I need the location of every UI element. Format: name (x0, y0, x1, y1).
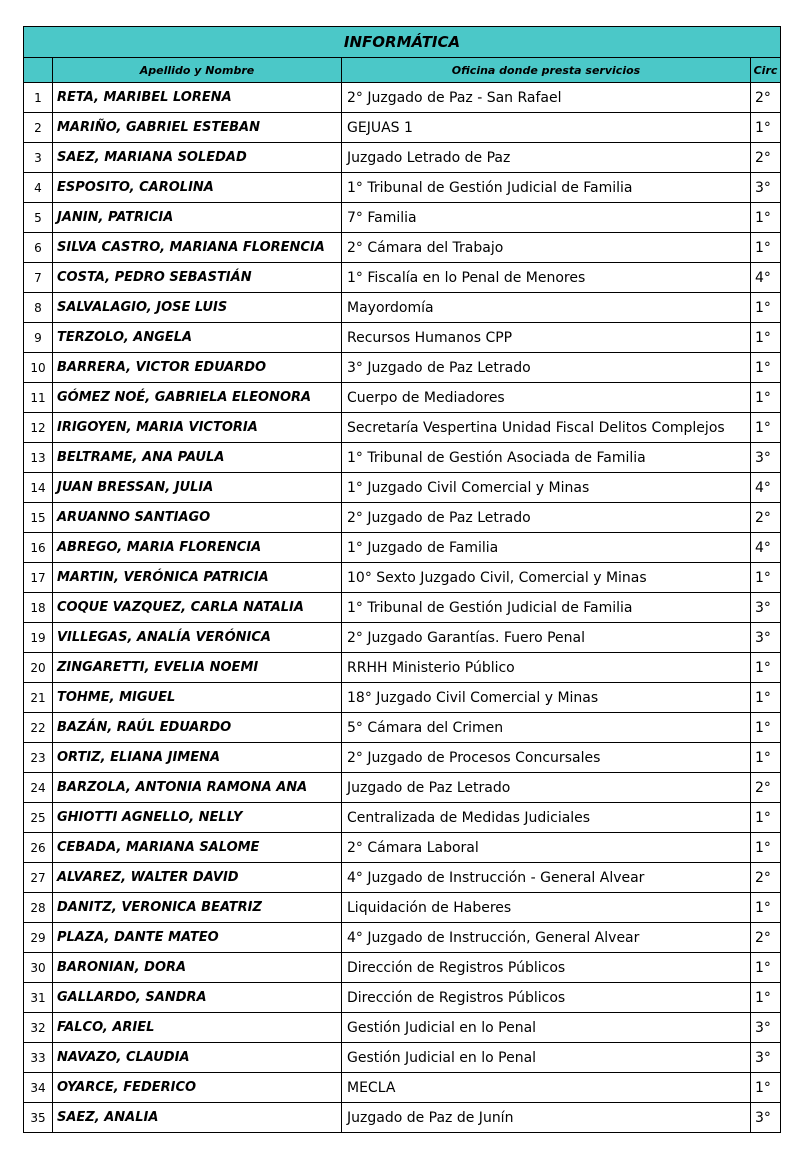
row-name: MARIÑO, GABRIEL ESTEBAN (53, 113, 342, 143)
row-name: SAEZ, MARIANA SOLEDAD (53, 143, 342, 173)
table-body (24, 83, 781, 1133)
table-row (24, 353, 781, 383)
row-name: ALVAREZ, WALTER DAVID (53, 863, 342, 893)
row-circ: 1° (751, 983, 781, 1013)
row-name: JANIN, PATRICIA (53, 203, 342, 233)
row-circ: 4° (751, 473, 781, 503)
row-circ: 1° (751, 803, 781, 833)
row-number: 10 (24, 353, 53, 383)
row-name: GÓMEZ NOÉ, GABRIELA ELEONORA (53, 383, 342, 413)
row-number: 25 (24, 803, 53, 833)
row-office: GEJUAS 1 (342, 113, 751, 143)
row-circ: 1° (751, 353, 781, 383)
row-number: 26 (24, 833, 53, 863)
row-number: 5 (24, 203, 53, 233)
table-row (24, 683, 781, 713)
table-row (24, 653, 781, 683)
row-number: 20 (24, 653, 53, 683)
row-circ: 1° (751, 713, 781, 743)
row-circ: 2° (751, 83, 781, 113)
table-row (24, 113, 781, 143)
row-number: 17 (24, 563, 53, 593)
row-circ: 1° (751, 323, 781, 353)
row-circ: 2° (751, 923, 781, 953)
row-name: SALVALAGIO, JOSE LUIS (53, 293, 342, 323)
table-row (24, 323, 781, 353)
row-number: 24 (24, 773, 53, 803)
table-row (24, 503, 781, 533)
row-number: 28 (24, 893, 53, 923)
row-name: GALLARDO, SANDRA (53, 983, 342, 1013)
table-row (24, 533, 781, 563)
row-circ: 3° (751, 593, 781, 623)
row-circ: 2° (751, 143, 781, 173)
row-number: 31 (24, 983, 53, 1013)
row-circ: 1° (751, 893, 781, 923)
table-row (24, 203, 781, 233)
row-office: Juzgado Letrado de Paz (342, 143, 751, 173)
row-circ: 1° (751, 683, 781, 713)
row-office: 7° Familia (342, 203, 751, 233)
table-row (24, 743, 781, 773)
row-office: 4° Juzgado de Instrucción, General Alvear (342, 923, 751, 953)
row-office: Centralizada de Medidas Judiciales (342, 803, 751, 833)
row-number: 3 (24, 143, 53, 173)
row-circ: 3° (751, 1013, 781, 1043)
row-number: 22 (24, 713, 53, 743)
row-circ: 3° (751, 1043, 781, 1073)
row-number: 23 (24, 743, 53, 773)
row-circ: 2° (751, 863, 781, 893)
row-circ: 1° (751, 383, 781, 413)
row-name: SILVA CASTRO, MARIANA FLORENCIA (53, 233, 342, 263)
row-name: TERZOLO, ANGELA (53, 323, 342, 353)
row-number: 30 (24, 953, 53, 983)
table-row (24, 713, 781, 743)
row-number: 27 (24, 863, 53, 893)
row-name: COQUE VAZQUEZ, CARLA NATALIA (53, 593, 342, 623)
row-number: 19 (24, 623, 53, 653)
row-office: 1° Tribunal de Gestión Asociada de Familia (342, 443, 751, 473)
table-row (24, 1103, 781, 1133)
table-row (24, 233, 781, 263)
row-circ: 1° (751, 413, 781, 443)
row-name: VILLEGAS, ANALÍA VERÓNICA (53, 623, 342, 653)
table-row (24, 173, 781, 203)
row-office: 4° Juzgado de Instrucción - General Alvear (342, 863, 751, 893)
table-row (24, 293, 781, 323)
row-office: 5° Cámara del Crimen (342, 713, 751, 743)
row-name: FALCO, ARIEL (53, 1013, 342, 1043)
row-number: 12 (24, 413, 53, 443)
table-row (24, 1043, 781, 1073)
table-row (24, 953, 781, 983)
row-office: 1° Juzgado de Familia (342, 533, 751, 563)
row-circ: 1° (751, 563, 781, 593)
row-office: 1° Tribunal de Gestión Judicial de Familia (342, 593, 751, 623)
row-name: OYARCE, FEDERICO (53, 1073, 342, 1103)
row-circ: 3° (751, 173, 781, 203)
row-number: 2 (24, 113, 53, 143)
row-number: 18 (24, 593, 53, 623)
row-circ: 3° (751, 623, 781, 653)
row-number: 7 (24, 263, 53, 293)
row-number: 21 (24, 683, 53, 713)
row-name: BELTRAME, ANA PAULA (53, 443, 342, 473)
row-office: Dirección de Registros Públicos (342, 953, 751, 983)
row-circ: 1° (751, 233, 781, 263)
row-name: NAVAZO, CLAUDIA (53, 1043, 342, 1073)
row-circ: 1° (751, 833, 781, 863)
row-circ: 3° (751, 443, 781, 473)
table-row (24, 923, 781, 953)
table-row (24, 983, 781, 1013)
column-header-circ: Circ (751, 58, 781, 83)
row-name: ABREGO, MARIA FLORENCIA (53, 533, 342, 563)
row-office: Liquidación de Haberes (342, 893, 751, 923)
row-number: 15 (24, 503, 53, 533)
column-header-name: Apellido y Nombre (53, 58, 342, 83)
row-office: 2° Juzgado Garantías. Fuero Penal (342, 623, 751, 653)
row-office: Gestión Judicial en lo Penal (342, 1043, 751, 1073)
row-name: ARUANNO SANTIAGO (53, 503, 342, 533)
row-number: 11 (24, 383, 53, 413)
table-row (24, 563, 781, 593)
row-office: 1° Tribunal de Gestión Judicial de Familia (342, 173, 751, 203)
row-office: Gestión Judicial en lo Penal (342, 1013, 751, 1043)
row-name: ORTIZ, ELIANA JIMENA (53, 743, 342, 773)
table-row (24, 833, 781, 863)
row-office: Cuerpo de Mediadores (342, 383, 751, 413)
table-row (24, 383, 781, 413)
row-office: 2° Juzgado de Procesos Concursales (342, 743, 751, 773)
table-row (24, 1073, 781, 1103)
row-office: 2° Cámara del Trabajo (342, 233, 751, 263)
row-name: MARTIN, VERÓNICA PATRICIA (53, 563, 342, 593)
row-circ: 4° (751, 533, 781, 563)
column-header-number (24, 58, 53, 83)
row-name: ZINGARETTI, EVELIA NOEMI (53, 653, 342, 683)
column-header-office: Oficina donde presta servicios (342, 58, 751, 83)
row-office: 2° Juzgado de Paz - San Rafael (342, 83, 751, 113)
row-office: Juzgado de Paz Letrado (342, 773, 751, 803)
row-name: SAEZ, ANALIA (53, 1103, 342, 1133)
row-office: 1° Fiscalía en lo Penal de Menores (342, 263, 751, 293)
row-office: 1° Juzgado Civil Comercial y Minas (342, 473, 751, 503)
table-row (24, 413, 781, 443)
row-office: Mayordomía (342, 293, 751, 323)
row-name: TOHME, MIGUEL (53, 683, 342, 713)
row-number: 16 (24, 533, 53, 563)
row-office: 2° Cámara Laboral (342, 833, 751, 863)
row-circ: 1° (751, 653, 781, 683)
row-number: 14 (24, 473, 53, 503)
row-number: 6 (24, 233, 53, 263)
row-name: BARRERA, VICTOR EDUARDO (53, 353, 342, 383)
row-name: CEBADA, MARIANA SALOME (53, 833, 342, 863)
row-circ: 3° (751, 1103, 781, 1133)
row-number: 29 (24, 923, 53, 953)
row-number: 32 (24, 1013, 53, 1043)
table-row (24, 473, 781, 503)
table-row (24, 263, 781, 293)
row-name: IRIGOYEN, MARIA VICTORIA (53, 413, 342, 443)
row-circ: 2° (751, 773, 781, 803)
row-name: ESPOSITO, CAROLINA (53, 173, 342, 203)
row-name: RETA, MARIBEL LORENA (53, 83, 342, 113)
table-row (24, 143, 781, 173)
row-circ: 2° (751, 503, 781, 533)
table-row (24, 443, 781, 473)
row-name: BARONIAN, DORA (53, 953, 342, 983)
row-circ: 1° (751, 113, 781, 143)
table-row (24, 893, 781, 923)
row-office: RRHH Ministerio Público (342, 653, 751, 683)
row-number: 8 (24, 293, 53, 323)
table-row (24, 803, 781, 833)
row-number: 4 (24, 173, 53, 203)
row-number: 9 (24, 323, 53, 353)
row-office: 3° Juzgado de Paz Letrado (342, 353, 751, 383)
row-number: 35 (24, 1103, 53, 1133)
row-name: PLAZA, DANTE MATEO (53, 923, 342, 953)
table-row (24, 593, 781, 623)
table-row (24, 623, 781, 653)
staff-table (23, 26, 781, 1133)
row-number: 1 (24, 83, 53, 113)
row-number: 13 (24, 443, 53, 473)
row-name: BARZOLA, ANTONIA RAMONA ANA (53, 773, 342, 803)
header-row (24, 58, 781, 83)
table-row (24, 863, 781, 893)
table-row (24, 773, 781, 803)
table-row (24, 83, 781, 113)
row-number: 34 (24, 1073, 53, 1103)
row-circ: 1° (751, 1073, 781, 1103)
row-name: COSTA, PEDRO SEBASTIÁN (53, 263, 342, 293)
row-name: GHIOTTI AGNELLO, NELLY (53, 803, 342, 833)
table-row (24, 1013, 781, 1043)
row-office: MECLA (342, 1073, 751, 1103)
table-title: INFORMÁTICA (24, 27, 781, 58)
row-circ: 1° (751, 953, 781, 983)
row-office: 2° Juzgado de Paz Letrado (342, 503, 751, 533)
row-name: BAZÁN, RAÚL EDUARDO (53, 713, 342, 743)
row-office: Secretaría Vespertina Unidad Fiscal Delitos Complejos (342, 413, 751, 443)
row-circ: 1° (751, 743, 781, 773)
row-circ: 1° (751, 293, 781, 323)
row-number: 33 (24, 1043, 53, 1073)
row-office: Recursos Humanos CPP (342, 323, 751, 353)
row-office: Dirección de Registros Públicos (342, 983, 751, 1013)
row-office: Juzgado de Paz de Junín (342, 1103, 751, 1133)
row-office: 18° Juzgado Civil Comercial y Minas (342, 683, 751, 713)
row-circ: 1° (751, 203, 781, 233)
row-office: 10° Sexto Juzgado Civil, Comercial y Minas (342, 563, 751, 593)
row-circ: 4° (751, 263, 781, 293)
row-name: JUAN BRESSAN, JULIA (53, 473, 342, 503)
row-name: DANITZ, VERONICA BEATRIZ (53, 893, 342, 923)
